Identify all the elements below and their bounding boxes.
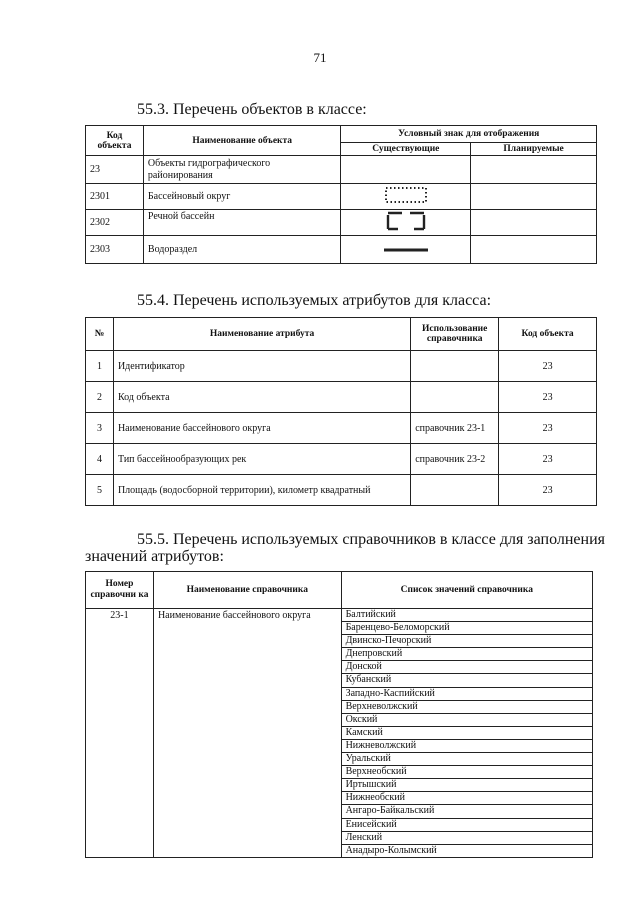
col-header-ref-usage: Использование справочника [411,318,499,351]
attr-num: 1 [86,351,114,382]
attr-code: 23 [499,475,597,506]
object-name: Речной бассейн [143,210,341,236]
attr-ref [411,351,499,382]
table-row [86,444,597,475]
ref-value-item: Балтийский [342,609,592,622]
attr-code: 23 [499,382,597,413]
ref-value-item: Донской [342,661,592,674]
ref-value-item: Нижнеобский [342,792,592,805]
attr-num: 4 [86,444,114,475]
ref-value-item: Окский [342,714,592,727]
objects-table [85,125,597,264]
ref-value-item: Верхневолжский [342,701,592,714]
ref-value-item: Двинско-Печорский [342,635,592,648]
attr-num: 5 [86,475,114,506]
attr-code: 23 [499,351,597,382]
ref-num: 23-1 [86,609,154,858]
references-table [85,571,593,858]
ref-value-item: Днепровский [342,648,592,661]
section-55-5-heading-cont: значений атрибутов: [85,548,224,565]
table-row [86,382,597,413]
ref-value-item: Баренцево-Беломорский [342,622,592,635]
attr-ref [411,475,499,506]
attributes-table [85,317,597,506]
ref-value-item: Кубанский [342,674,592,687]
section-55-3-heading: 55.3. Перечень объектов в классе: [137,101,367,118]
object-name: Бассейновый округ [143,184,341,210]
attr-code: 23 [499,413,597,444]
object-code: 2303 [86,236,144,264]
attr-ref [411,382,499,413]
object-name: Объекты гидрографического районирования [143,156,341,184]
object-code: 23 [86,156,144,184]
ref-value-item: Иртышский [342,779,592,792]
col-header-ref-name: Наименование справочника [153,572,341,609]
object-name: Водораздел [143,236,341,264]
attr-name: Тип бассейнообразующих рек [113,444,410,475]
ref-value-item: Уральский [342,753,592,766]
attr-name: Код объекта [113,382,410,413]
table-row [86,210,597,236]
attr-num: 2 [86,382,114,413]
ref-value-item: Западно-Каспийский [342,688,592,701]
section-55-5-heading: 55.5. Перечень используемых справочников в классе для заполнения [137,531,605,548]
table-row [86,413,597,444]
col-header-symbol: Условный знак для отображения [341,126,597,143]
col-header-object-code: Код объекта [499,318,597,351]
ref-name: Наименование бассейнового округа [153,609,341,858]
object-code: 2301 [86,184,144,210]
section-55-4-heading: 55.4. Перечень используемых атрибутов для класса: [137,292,492,309]
table-row [86,609,593,858]
ref-value-item: Камский [342,727,592,740]
dashed-boundary-symbol [382,211,430,231]
col-header-attr-name: Наименование атрибута [113,318,410,351]
ref-value-item: Анадыро-Колымский [345,844,437,856]
col-header-existing: Существующие [341,143,471,156]
page-number: 71 [313,50,327,65]
attr-ref: справочник 23-2 [411,444,499,475]
attr-name: Площадь (водосборной территории), километр квадратный [113,475,410,506]
attr-name: Идентификатор [113,351,410,382]
table-row [86,475,597,506]
col-header-name: Наименование объекта [143,126,341,156]
object-code: 2302 [86,210,144,236]
dotted-boundary-symbol [382,185,430,205]
table-row [86,351,597,382]
ref-value-item: Верхнеобский [342,766,592,779]
ref-values-cell [341,609,592,858]
solid-line-symbol [376,241,436,255]
col-header-ref-num: Номер справочни ка [86,572,154,609]
ref-values-list [342,609,592,857]
col-header-code: Код объекта [86,126,144,156]
symbol-river-basin [341,210,471,236]
ref-value-item: Енисейский [342,819,592,832]
attr-ref: справочник 23-1 [411,413,499,444]
ref-value-item: Нижневолжский [342,740,592,753]
col-header-num: № [86,318,114,351]
attr-name: Наименование бассейнового округа [113,413,410,444]
attr-num: 3 [86,413,114,444]
ref-value-item: Ленский [342,832,592,845]
col-header-planned: Планируемые [471,143,597,156]
ref-value-item: Ангаро-Байкальский [342,805,592,818]
symbol-watershed [341,236,471,264]
col-header-ref-values: Список значений справочника [341,572,592,609]
attr-code: 23 [499,444,597,475]
symbol-basin-district [341,184,471,210]
table-row [86,184,597,210]
table-row [86,156,597,184]
table-row [86,236,597,264]
